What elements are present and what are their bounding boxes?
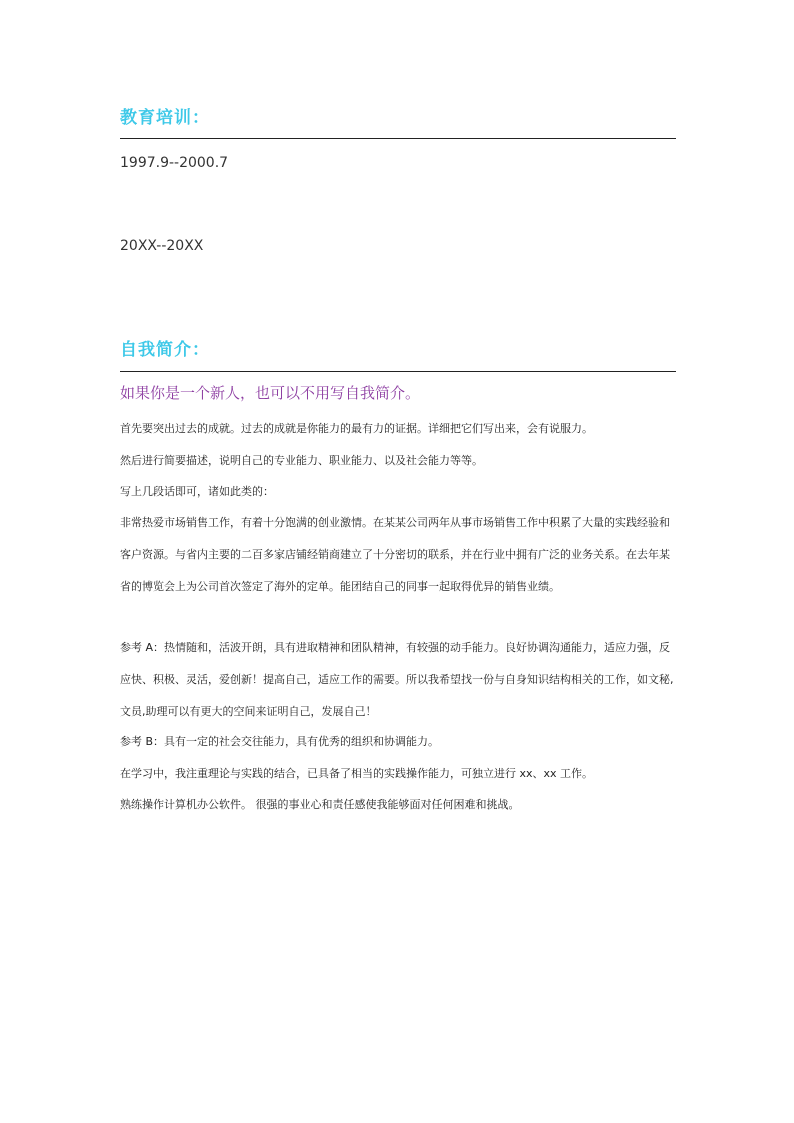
self-intro-paragraph: 熟练操作计算机办公软件。 很强的事业心和责任感使我能够面对任何困难和挑战。 — [120, 798, 520, 811]
self-intro-paragraph: 写上几段话即可，诸如此类的： — [120, 485, 274, 498]
self-intro-paragraph: 在学习中，我注重理论与实践的结合，已具备了相当的实践操作能力，可独立进行 xx、xx 工作。 — [120, 767, 594, 780]
self-intro-paragraph: 非常热爱市场销售工作，有着十分饱满的创业激情。在某某公司两年从事市场销售工作中积累了大量的实践经验和客户资源。与省内主要的二百多家店铺经销商建立了十分密切的联系，并在行业中拥有广泛的业务关系。在去年某省的博览会上为公司首次签定了海外的定单。能团结自己的同事一起取得优异的销售业绩。 — [120, 516, 670, 593]
self-intro-section-title: 自我简介： — [120, 340, 210, 360]
self-intro-paragraph: 首先要突出过去的成就。过去的成就是你能力的最有力的证据。详细把它们写出来，会有说服力。 — [120, 422, 593, 435]
self-intro-paragraph: 参考 A：热情随和，活波开朗，具有进取精神和团队精神，有较强的动手能力。良好协调沟通能力，适应力强，反应快、积极、灵活，爱创新！提高自己，适应工作的需要。所以我希望找一份与自身知识结构相关的工作，如文秘,文员,助理可以有更大的空间来证明自己，发展自己！ — [120, 641, 674, 718]
self-intro-divider — [120, 371, 676, 372]
education-divider — [120, 138, 676, 139]
education-date-2: 20XX--20XX — [120, 238, 204, 254]
self-intro-paragraph: 参考 B：具有一定的社会交往能力，具有优秀的组织和协调能力。 — [120, 735, 440, 748]
education-date-1: 1997.9--2000.7 — [120, 155, 229, 171]
self-intro-paragraph: 然后进行简要描述，说明自己的专业能力、职业能力、以及社会能力等等。 — [120, 454, 483, 467]
self-intro-note: 如果你是一个新人，也可以不用写自我简介。 — [120, 384, 421, 402]
education-section-title: 教育培训： — [120, 108, 210, 128]
